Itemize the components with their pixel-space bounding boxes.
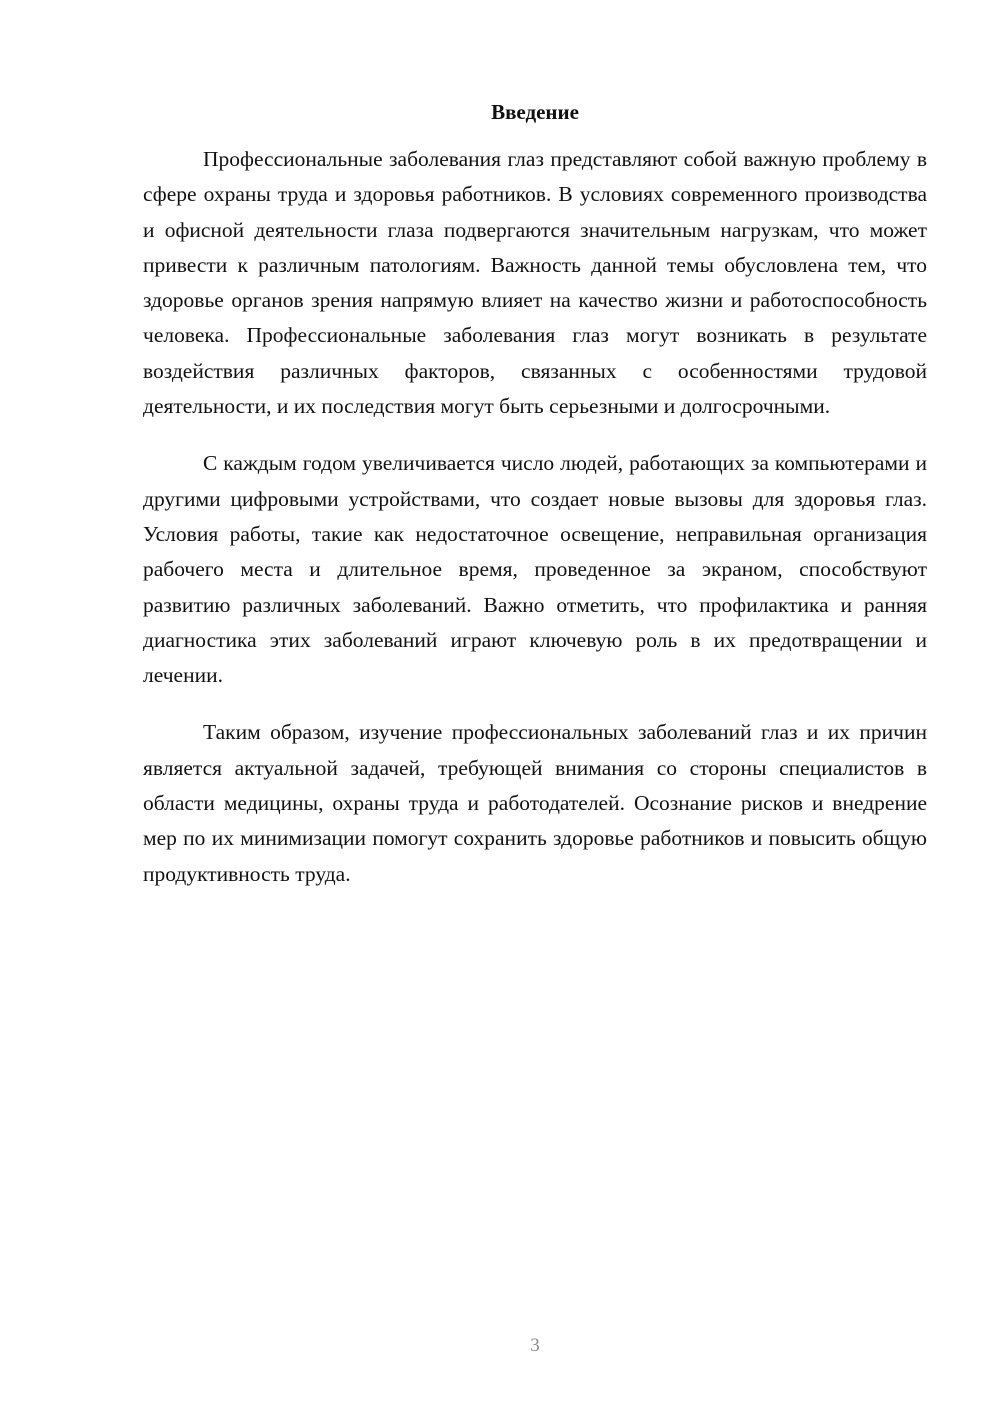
paragraph-2: С каждым годом увеличивается число людей, работающих за компьютерами и другими цифровыми устройствами, что создает новые вызовы для здоровья глаз. Условия работы, такие как недостаточное освещение, неправильная организация рабочего места и длительное время, проведенное за экраном, способствуют развитию различных заболеваний. Важно отметить, что профилактика и ранняя диагностика этих заболеваний играют ключевую роль в их предотвращении и лечении. bbox=[143, 451, 927, 688]
document-body bbox=[143, 142, 927, 914]
page-number: 3 bbox=[530, 1335, 540, 1356]
paragraph-3: Таким образом, изучение профессиональных заболеваний глаз и их причин является актуальной задачей, требующей внимания со стороны специалистов в области медицины, охраны труда и работодателей. Осознание рисков и внедрение мер по их минимизации помогут сохранить здоровье работников и повысить общую продуктивность труда. bbox=[143, 720, 927, 886]
section-title: Введение bbox=[491, 100, 579, 124]
paragraph-1: Профессиональные заболевания глаз представляют собой важную проблему в сфере охраны труда и здоровья работников. В условиях современного производства и офисной деятельности глаза подвергаются значительным нагрузкам, что может привести к различным патологиям. Важность данной темы обусловлена тем, что здоровье органов зрения напрямую влияет на качество жизни и работоспособность человека. Профессиональные заболевания глаз могут возникать в результате воздействия различных факторов, связанных с особенностями трудовой деятельности, и их последствия могут быть серьезными и долгосрочными. bbox=[143, 147, 927, 419]
